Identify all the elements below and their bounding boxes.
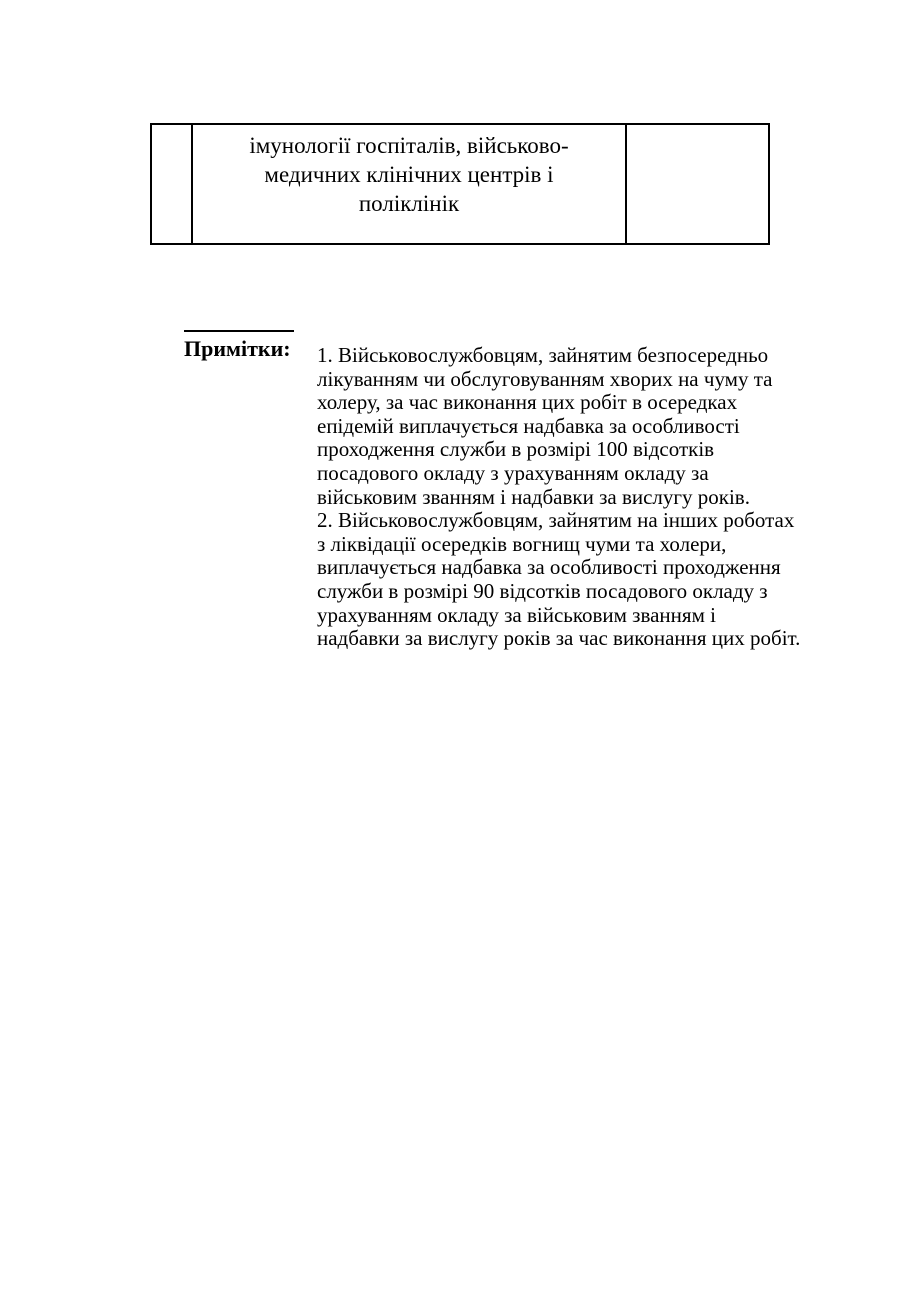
notes-separator-line <box>184 330 294 332</box>
table-cell-main <box>193 125 627 243</box>
table-cell-text-line: імунології госпіталів, військово- <box>249 133 569 158</box>
table-cell-right-empty <box>627 125 768 243</box>
notes-body <box>317 344 803 651</box>
note-paragraph-2: 2. Військовослужбовцям, зайнятим на інших роботах з ліквідації осередків вогнищ чуми та холери, виплачується надбавка за особливості проходження служби в розмірі 90 відсотків посадового окладу з урахуванням окладу за військовим званням і надбавки за вислугу років за час виконання цих робіт. <box>317 508 801 651</box>
table-cell-text-line: поліклінік <box>358 191 460 216</box>
table-cell-left-empty <box>152 125 193 243</box>
table <box>150 123 770 245</box>
note-paragraph-1: 1. Військовослужбовцям, зайнятим безпосередньо лікуванням чи обслуговуванням хворих на чуму та холеру, за час виконання цих робіт в осередках епідемій виплачується надбавка за особливості проходження служби в розмірі 100 відсотків посадового окладу з урахуванням окладу за військовим званням і надбавки за вислугу років. <box>317 343 773 509</box>
table-cell-text-line: медичних клінічних центрів і <box>264 162 554 187</box>
notes-label: Примітки: <box>184 336 291 361</box>
